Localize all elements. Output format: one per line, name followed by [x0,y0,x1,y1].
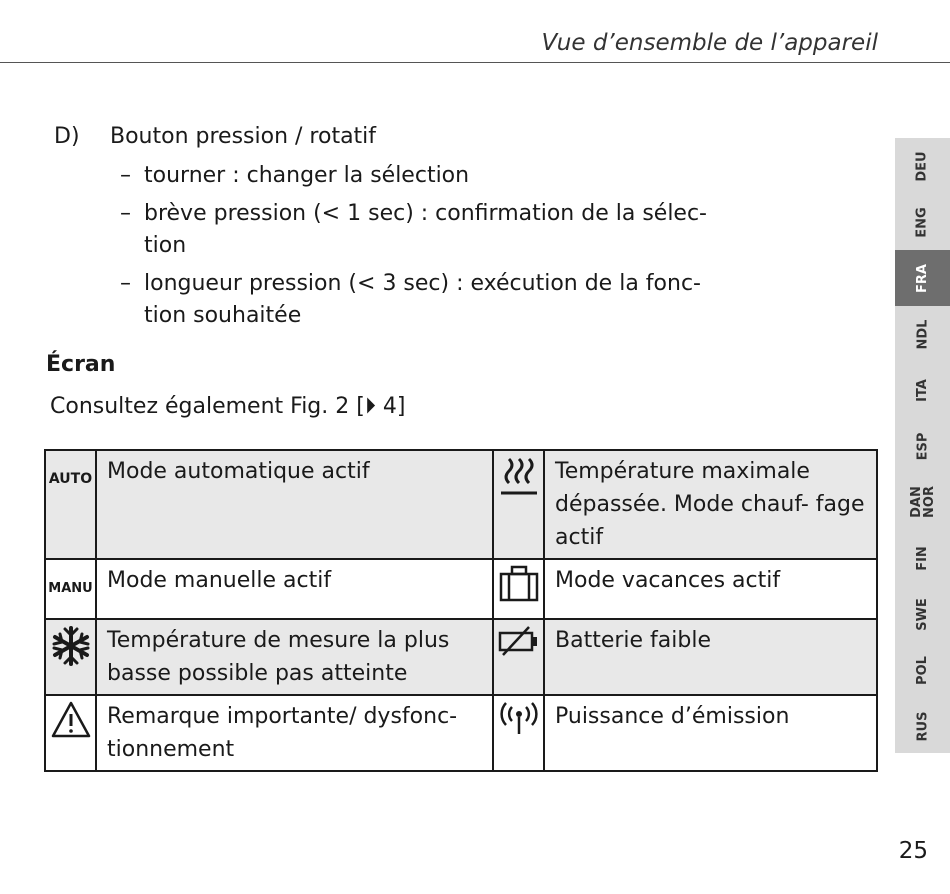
snowflake-icon [50,624,92,668]
icon-cell [45,559,96,619]
see-also-text: Consultez également Fig. 2 [⏵ 4] [50,394,406,419]
tab-lang-fra[interactable]: FRA [895,250,950,306]
section-d-title: Bouton pression / rotatif [110,124,377,149]
description-cell: Remarque importante/ dysfonc- tionnement [96,695,493,771]
icon-cell [45,450,96,559]
suitcase-icon [498,564,540,604]
icon-cell [45,695,96,771]
section-d-bullets [120,160,740,338]
icon-cell [493,559,544,619]
description-cell: Température maximale dépassée. Mode chauf- fage actif [544,450,877,559]
description-cell: Puissance d’émission [544,695,877,771]
tab-lang-dan-nor[interactable]: DAN NOR [908,486,937,518]
tab-lang-fin[interactable]: FIN [914,545,930,571]
icon-cell [45,619,96,695]
table-row [45,619,877,695]
icon-cell [493,695,544,771]
icon-cell [493,619,544,695]
language-sidebar [895,138,950,753]
tab-lang-esp[interactable]: ESP [915,432,930,460]
description-cell: Mode vacances actif [544,559,877,619]
tab-lang-ita[interactable]: ITA [914,378,930,402]
table-row [45,695,877,771]
tab-lang-ndl[interactable]: NDL [915,319,930,349]
heat-icon [499,455,539,503]
tab-lang-deu[interactable]: DEU [914,150,930,182]
description-cell: Température de mesure la plus basse possible pas atteinte [96,619,493,695]
low-battery-icon [497,624,541,658]
auto-icon: AUTO [48,471,93,487]
bullet-item: – brève pression (< 1 sec) : confirmation de la sélec- tion [120,201,707,258]
header-divider [0,62,950,63]
table-row [45,450,877,559]
signal-icon [497,700,541,738]
manu-icon: MANU [48,581,93,596]
description-cell: Batterie faible [544,619,877,695]
tab-lang-eng[interactable]: ENG [915,206,930,238]
bullet-item: – longueur pression (< 3 sec) : exécution de la fonc- tion souhaitée [120,271,701,328]
ecran-heading: Écran [46,352,116,377]
icon-cell [493,450,544,559]
tab-lang-rus[interactable]: RUS [915,711,930,741]
table-row [45,559,877,619]
bullet-item: – tourner : changer la sélection [120,163,470,188]
description-cell: Mode manuelle actif [96,559,493,619]
section-d-label: D) [54,124,80,149]
warning-icon [50,700,92,740]
tab-lang-swe[interactable]: SWE [915,597,930,631]
page-header-title: Vue d’ensemble de l’appareil [541,30,878,56]
display-icons-table [44,449,878,772]
description-cell: Mode automatique actif [96,450,493,559]
tab-lang-pol[interactable]: POL [915,655,930,685]
page-number: 25 [898,838,928,864]
